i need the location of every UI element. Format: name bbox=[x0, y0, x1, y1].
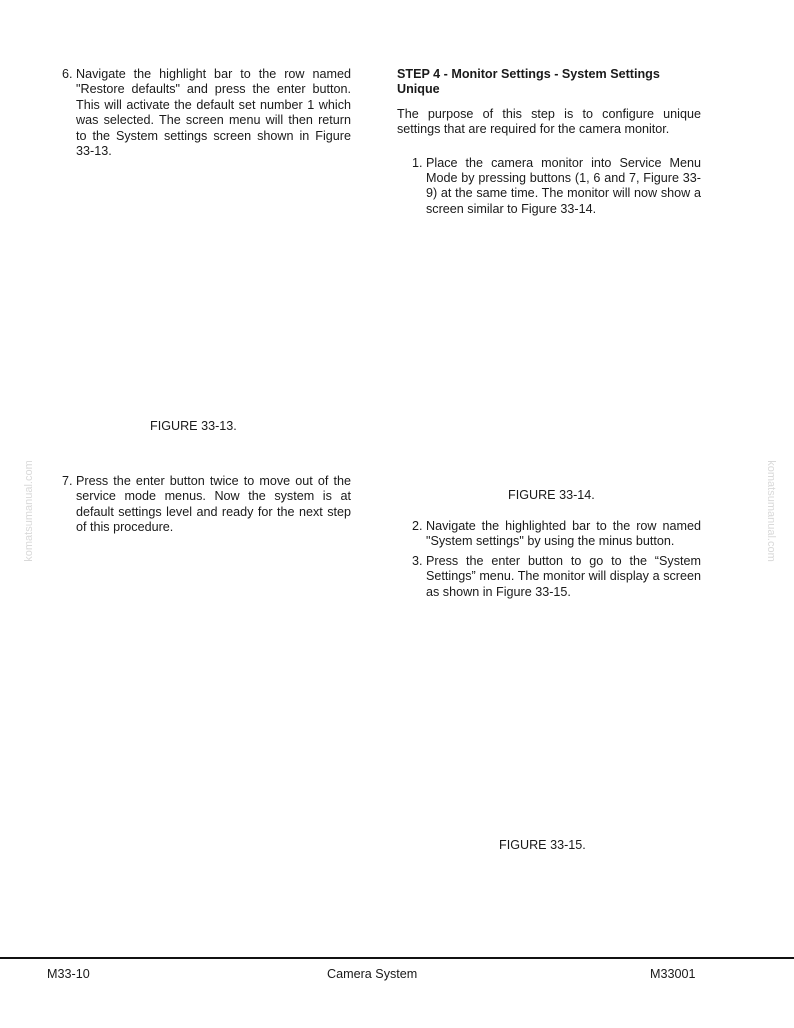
step-1-number: 1. bbox=[412, 155, 423, 170]
step-3-number: 3. bbox=[412, 553, 423, 568]
step-2-number: 2. bbox=[412, 519, 423, 533]
figure-33-13-caption: FIGURE 33-13. bbox=[150, 419, 237, 433]
watermark-left: komatsumanual.com bbox=[22, 460, 35, 562]
step-6-text: Navigate the highlight bar to the row named "Restore defaults" and press the enter button. This will activate the default set number 1 which was selected. The screen menu will then return to the System settings screen shown in Figure 33-13. bbox=[76, 67, 351, 159]
left-column bbox=[62, 67, 351, 159]
step-3-text: Press the enter button to go to the “System Settings” menu. The monitor will display a screen as shown in Figure 33-15. bbox=[426, 553, 701, 599]
step-1 bbox=[397, 156, 701, 218]
watermark-right: komatsumanual.com bbox=[764, 460, 777, 562]
footer-divider bbox=[0, 957, 794, 959]
right-column-lower bbox=[397, 519, 701, 600]
footer-section-title: Camera System bbox=[327, 967, 418, 981]
footer-document-code: M33001 bbox=[650, 967, 696, 981]
step-6 bbox=[62, 67, 351, 159]
footer-page-number: M33-10 bbox=[47, 967, 90, 981]
step-7 bbox=[62, 474, 351, 536]
step-6-number: 6. bbox=[62, 67, 73, 81]
figure-33-15-caption: FIGURE 33-15. bbox=[499, 838, 586, 852]
section-heading: STEP 4 - Monitor Settings - System Settings Unique bbox=[397, 67, 660, 97]
step-2 bbox=[397, 519, 701, 550]
intro-paragraph: The purpose of this step is to configure unique settings that are required for the camera monitor. bbox=[397, 106, 701, 137]
step-1-text: Place the camera monitor into Service Menu Mode by pressing buttons (1, 6 and 7, Figure 33-9) at the same time. The monitor will now show a screen similar to Figure 33-14. bbox=[426, 155, 701, 216]
step-7-number: 7. bbox=[62, 474, 73, 488]
right-column bbox=[397, 67, 701, 217]
step-3 bbox=[397, 554, 701, 600]
left-column-lower bbox=[62, 474, 351, 536]
figure-33-14-caption: FIGURE 33-14. bbox=[508, 488, 595, 502]
step-2-text: Navigate the highlighted bar to the row named "System settings" by using the minus button. bbox=[426, 519, 701, 549]
step-7-text: Press the enter button twice to move out of the service mode menus. Now the system is at default settings level and ready for the next step of this procedure. bbox=[76, 474, 351, 535]
